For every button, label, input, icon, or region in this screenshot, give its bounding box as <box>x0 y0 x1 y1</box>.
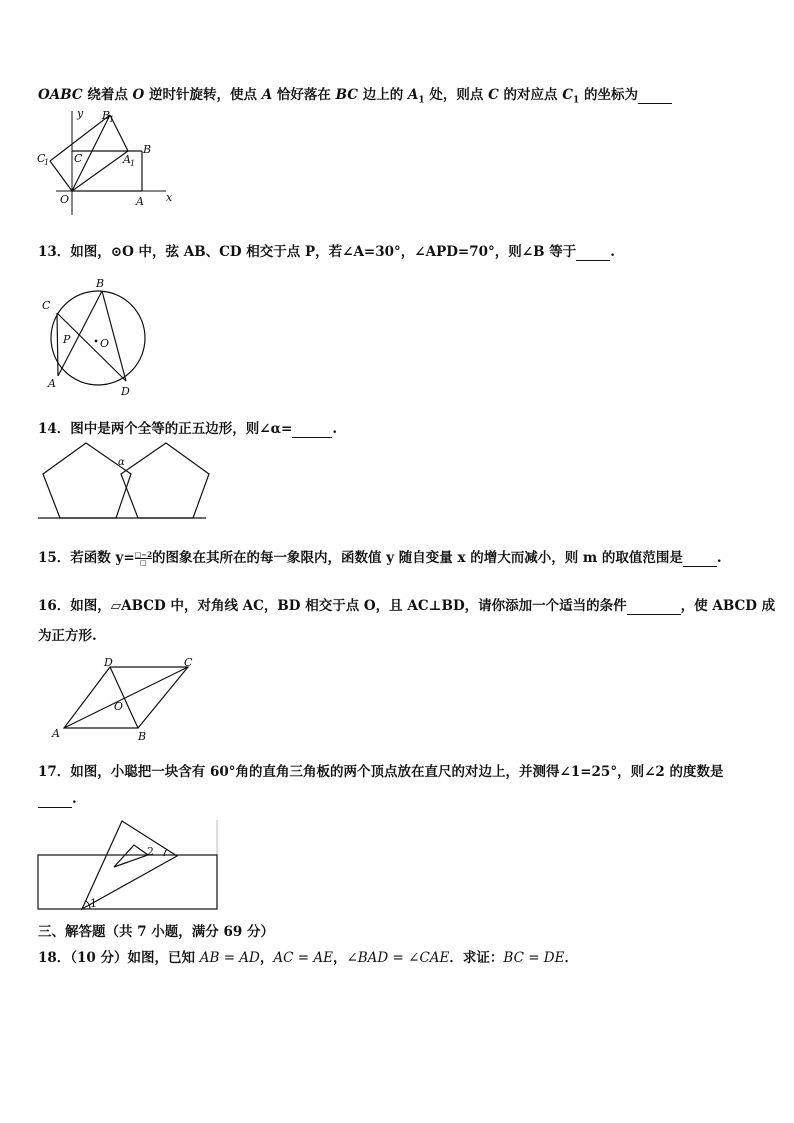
q17-triangle-inner <box>114 845 148 867</box>
q15-after: 的图象在其所在的每一象限内，函数值 y 随自变量 x 的增大而减小，则 m 的取值范围是 <box>152 550 683 566</box>
q12-label-c1-sub: 1 <box>44 158 50 167</box>
q13-label-p: P <box>63 333 71 346</box>
q14-body: 14．图中是两个全等的正五边形，则∠α= <box>38 421 293 437</box>
q12-c: O <box>132 87 145 103</box>
q12-b: 绕着点 <box>82 87 133 103</box>
q15-answer-blank[interactable] <box>683 550 717 567</box>
q12-f: 恰好落在 <box>272 87 336 103</box>
q12-a: OABC <box>38 87 83 103</box>
q15-before: 15．若函数 y= <box>38 550 135 566</box>
q18-sep2: ， <box>332 950 347 966</box>
q12-label-c: C <box>74 152 83 165</box>
q13-seg-bd <box>102 291 126 381</box>
q12-label-a1: A <box>123 153 131 166</box>
q12-answer-blank[interactable] <box>638 87 672 104</box>
q17-text-line2 <box>38 791 77 808</box>
q17-end: . <box>72 791 77 807</box>
q12-label-b: B <box>143 143 152 156</box>
q14-label-alpha: α <box>118 457 125 468</box>
q17-figure <box>36 818 221 913</box>
q15-text <box>38 546 722 567</box>
q18-expr4: BC = DE <box>503 950 565 966</box>
section3-title <box>38 920 274 940</box>
q12-text <box>38 83 672 106</box>
q14-right-pentagon <box>121 443 209 518</box>
q16-line1b: ，使 ABCD 成 <box>680 598 776 614</box>
q16-label-c: C <box>184 656 193 669</box>
q16-label-o: O <box>114 700 124 713</box>
q16-figure <box>48 653 198 745</box>
q13-seg-cd <box>57 313 126 381</box>
q12-label-x: x <box>166 191 173 204</box>
q12-label-a: A <box>136 195 144 208</box>
q16-label-b: B <box>138 730 147 743</box>
q18-expr3: ∠BAD = ∠CAE <box>346 950 450 966</box>
q12-label-y: y <box>77 107 84 120</box>
q13-label-d: D <box>121 385 130 398</box>
q12-label-a1-sub: 1 <box>130 159 136 168</box>
q18-sep1: ， <box>259 950 274 966</box>
q13-label-o: O <box>100 337 110 350</box>
q14-text <box>38 417 337 438</box>
q16-label-d: D <box>104 656 113 669</box>
q16-text-line2 <box>38 624 97 644</box>
q12-i: A <box>407 87 419 103</box>
q13-text <box>38 240 615 261</box>
q18-end: ． <box>564 950 578 966</box>
q18-text <box>38 946 578 966</box>
q13-label-c: C <box>42 299 51 312</box>
q13-seg-ca <box>57 313 58 376</box>
q12-j: 处，则点 <box>424 87 489 103</box>
q14-answer-blank[interactable] <box>292 421 332 438</box>
q12-n: 的坐标为 <box>579 87 638 103</box>
q17-label-2: 2 <box>147 845 154 858</box>
q17-triangle-outer <box>82 821 177 909</box>
q15-frac-top: □−2 <box>134 550 153 559</box>
q16-line2: 为正方形. <box>38 628 97 644</box>
q12-l: 的对应点 <box>498 87 563 103</box>
q13-body: 13．如图，⊙O 中，弦 AB、CD 相交于点 P，若∠A=30°，∠APD=70°，则∠B 等于 <box>38 244 577 260</box>
q17-line1: 17．如图，小聪把一块含有 60°角的直角三角板的两个顶点放在直尺的对边上，并测得∠1=25°，则∠2 的度数是 <box>38 764 724 780</box>
q13-answer-blank[interactable] <box>576 244 610 261</box>
q15-end: . <box>716 550 722 566</box>
q12-g: BC <box>335 87 359 103</box>
q16-answer-blank[interactable] <box>627 598 681 615</box>
q12-m: C <box>562 87 573 103</box>
q18-expr1: AB = AD <box>199 950 260 966</box>
q12-label-c1: C <box>37 152 46 165</box>
q12-figure <box>30 105 180 220</box>
q12-label-b1-sub: 1 <box>109 115 115 124</box>
section3-text: 三、解答题（共 7 小题，满分 69 分） <box>38 924 274 940</box>
q12-i-sub: 1 <box>418 95 425 106</box>
q17-ruler <box>38 855 217 909</box>
q14-end: . <box>332 421 338 437</box>
q17-label-1: 1 <box>90 897 97 910</box>
q12-e: A <box>261 87 273 103</box>
q12-k: C <box>488 87 499 103</box>
q14-figure <box>36 438 211 523</box>
q13-label-a: A <box>48 377 56 390</box>
q18-b: ．求证： <box>449 950 504 966</box>
q17-answer-blank[interactable] <box>38 791 72 808</box>
q12-h: 边上的 <box>358 87 408 103</box>
q12-label-b1: B <box>102 109 111 122</box>
q13-figure <box>36 275 156 400</box>
q15-frac-bottom: □ <box>140 558 147 567</box>
q12-d: 逆时针旋转，使点 <box>144 87 262 103</box>
q17-text-line1 <box>38 760 723 780</box>
q13-label-b: B <box>96 277 105 290</box>
q18-expr2: AC = AE <box>273 950 333 966</box>
q12-label-o: O <box>60 193 70 206</box>
q16-line1a: 16．如图，▱ABCD 中，对角线 AC，BD 相交于点 O，且 AC⊥BD，请你添加一个适当的条件 <box>38 598 627 614</box>
q12-seg-oc1 <box>50 161 72 191</box>
q15-fraction <box>135 551 152 566</box>
q18-a: 18．（10 分）如图，已知 <box>38 950 200 966</box>
q16-diagonal-ac <box>64 667 188 728</box>
q16-diagonal-bd <box>110 667 138 728</box>
q16-label-a: A <box>52 727 60 740</box>
q12-m-sub: 1 <box>572 95 580 106</box>
q14-left-pentagon <box>43 443 131 518</box>
q13-center-dot <box>95 340 98 343</box>
q13-end: . <box>610 244 615 260</box>
q16-text-line1 <box>38 594 775 615</box>
